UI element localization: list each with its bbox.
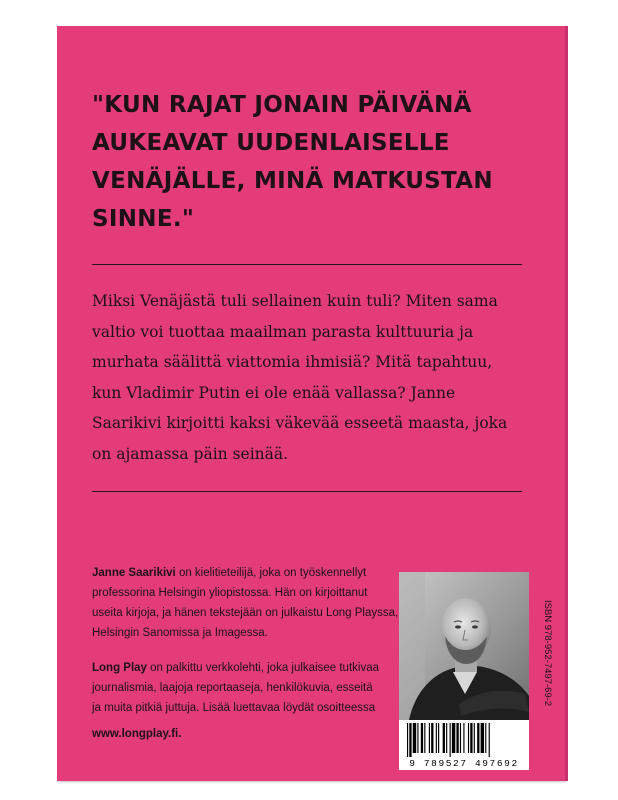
barcode-bar	[436, 723, 437, 753]
barcode-bar	[489, 723, 490, 757]
barcode-bar	[407, 723, 408, 757]
barcode-bar	[446, 723, 447, 753]
author-bio-line-1	[92, 563, 412, 583]
barcode-bar	[468, 723, 469, 753]
publisher-bio-line-2: journalismia, laajoja reportaaseja, henkilökuvia, esseitä	[92, 682, 373, 694]
publisher-bio	[92, 658, 412, 718]
barcode-bar	[474, 723, 475, 753]
author-photo-image	[399, 572, 529, 720]
barcode-bar	[409, 723, 411, 757]
barcode-bar	[424, 723, 425, 753]
barcode	[399, 720, 529, 770]
book-blurb: Miksi Venäjästä tuli sellainen kuin tuli? Miten sama valtio voi tuottaa maailman parasta kulttuuria ja murhata säälittä viattomia ihmisiä? Mitä tapahtuu, kun Vladimir Putin ei ole enää vallassa? Janne Saarikivi kirjoitti kaksi väkevää esseetä maasta, joka on ajamassa päin seinää.	[92, 292, 508, 463]
barcode-bar	[477, 723, 479, 753]
author-bio-text: on kielitieteilijä, joka on työskennellyt	[175, 567, 367, 579]
author-bio-line-3: useita kirjoja, ja hänen tekstejään on julkaistu Long Playssa,	[92, 607, 399, 619]
publisher-bio-line-1	[92, 658, 412, 678]
barcode-bar	[443, 723, 445, 753]
barcode-bar	[413, 723, 416, 753]
barcode-bar	[429, 723, 430, 753]
author-bio-line-4: Helsingin Sanomissa ja Imagessa.	[92, 627, 268, 639]
barcode-bar	[460, 723, 461, 753]
barcode-bar	[421, 723, 423, 753]
author-bio-line-2: professorina Helsingin yliopistossa. Hän on kirjoittanut	[92, 587, 368, 599]
barcode-bar	[463, 723, 464, 753]
divider-bottom	[92, 491, 522, 492]
publisher-name: Long Play	[92, 662, 147, 674]
barcode-bar	[481, 723, 484, 753]
barcode-bar	[452, 723, 455, 753]
author-photo	[399, 572, 529, 720]
isbn-text: ISBN 978-952-7497-69-2	[542, 600, 553, 707]
barcode-bar	[431, 723, 433, 753]
barcode-bar	[438, 723, 439, 753]
barcode-bar	[485, 723, 486, 753]
cover-edge	[565, 26, 568, 781]
author-name: Janne Saarikivi	[92, 567, 176, 579]
barcode-bars	[399, 720, 529, 758]
website-link: www.longplay.fi.	[92, 728, 182, 740]
barcode-bar	[417, 723, 418, 753]
publisher-bio-text: on palkittu verkkolehti, joka julkaisee tutkivaa	[146, 662, 379, 674]
divider-top	[92, 264, 522, 265]
barcode-number: 9 789527 497692	[409, 758, 519, 769]
barcode-bar	[470, 723, 472, 753]
pull-quote: "KUN RAJAT JONAIN PÄIVÄNÄ AUKEAVAT UUDENLAISELLE VENÄJÄLLE, MINÄ MATKUSTAN SINNE."	[92, 92, 493, 232]
barcode-bar	[456, 723, 458, 753]
publisher-bio-line-3: ja muita pitkiä juttuja. Lisää luettavaa löydät osoitteessa	[92, 702, 376, 714]
barcode-bar	[450, 723, 451, 757]
author-bio	[92, 563, 412, 643]
